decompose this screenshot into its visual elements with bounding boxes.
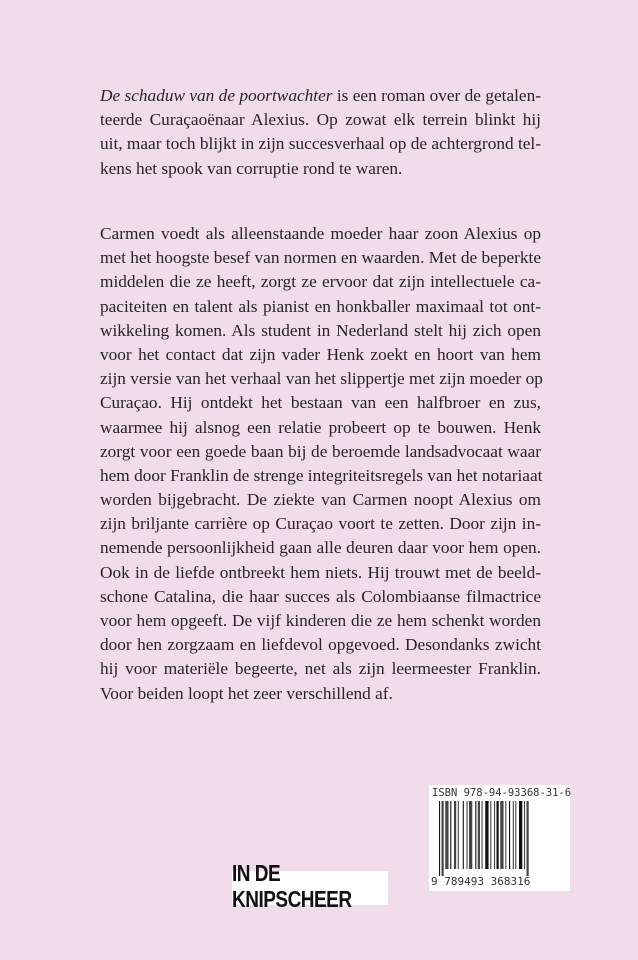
blurb-intro-paragraph <box>100 84 541 181</box>
barcode-bar <box>458 801 459 869</box>
barcode-digits: 9 789493 368316 <box>431 875 531 888</box>
text-line: nemende persoonlijkheid gaan alle deuren daar voor hem open. <box>100 538 541 558</box>
barcode-bar <box>445 801 448 869</box>
text-line: uit, maar toch blijkt in zijn succesverhaal op de achtergrond tel- <box>100 134 541 154</box>
barcode-bar <box>450 801 451 869</box>
barcode-bar <box>509 801 510 869</box>
barcode-bar <box>469 801 472 869</box>
barcode-bar <box>475 801 476 869</box>
text-line: teerde Curaçaoënaar Alexius. Op zowat elk terrein blinkt hij <box>100 110 541 130</box>
isbn-label: ISBN 978-94-93368-31-6 <box>432 787 572 799</box>
barcode-bar <box>485 801 488 869</box>
barcode-bar <box>454 801 456 869</box>
text-line: schone Catalina, die haar succes als Colombiaanse filmactrice <box>100 586 541 606</box>
barcode-bar <box>490 801 491 869</box>
text-line: middelen die ze heeft, zorgt ze ervoor dat zijn intellectuele ca- <box>100 272 541 292</box>
barcode-bars <box>439 801 559 876</box>
barcode-bar <box>478 801 480 869</box>
text-line: wikkeling komen. Als student in Nederland stelt hij zich open <box>100 320 541 340</box>
text-line: door hen zorgzaam en liefdevol opgevoed. Desondanks zwicht <box>100 635 541 655</box>
barcode-bar <box>497 801 499 869</box>
text-line: waarmee hij alsnog een relatie probeert op te bouwen. Henk <box>100 417 541 437</box>
barcode-bar <box>463 801 464 869</box>
text-line: paciteiten en talent als pianist en honkballer maximaal tot ont- <box>100 296 541 316</box>
text-line <box>100 84 541 108</box>
text-line: Curaçao. Hij ontdekt het bestaan van een halfbroer en zus, <box>100 393 541 413</box>
text-line: voor het contact dat zijn vader Henk zoekt en hoort van hem <box>100 344 541 364</box>
publisher-logo: IN DE KNIPSCHEER <box>232 871 388 905</box>
text-line: zorgt voor een goede baan bij de beroemde landsadvocaat waar <box>100 441 541 461</box>
text-line: Carmen voedt als alleenstaande moeder haar zoon Alexius op <box>100 224 541 243</box>
isbn-barcode <box>429 785 570 891</box>
barcode-bar <box>439 801 440 876</box>
text-line: Ook in de liefde ontbreekt hem niets. Hij trouwt met de beeld- <box>100 562 541 582</box>
text-line: zijn briljante carrière op Curaçao voort te zetten. Door zijn in- <box>100 514 541 534</box>
text-line: voor hem opgeeft. De vijf kinderen die ze hem schenkt worden <box>100 611 541 630</box>
text-line: zijn versie van het verhaal van het slippertje met zijn moeder op <box>100 369 543 389</box>
text-line: met het hoogste besef van normen en waarden. Met de beperkte <box>100 248 541 268</box>
barcode-bar <box>505 801 506 869</box>
barcode-bar <box>494 801 495 869</box>
text-fragment: is een roman over de getalen- <box>332 86 541 105</box>
barcode-bar <box>442 801 444 876</box>
barcode-bar <box>519 801 522 869</box>
text-line: worden bijgebracht. De ziekte van Carmen noopt Alexius om <box>100 490 541 510</box>
barcode-bar <box>524 801 525 869</box>
barcode-bar <box>500 801 503 869</box>
barcode-bar <box>515 801 516 869</box>
text-line: kens het spook van corruptie rond te waren. <box>100 158 403 178</box>
text-line: hij voor materiële begeerte, net als zijn leermeester Franklin. <box>100 659 541 679</box>
blurb-synopsis-paragraph <box>100 222 541 706</box>
barcode-bar <box>527 801 529 876</box>
text-line: Voor beiden loopt het zeer verschillend af. <box>100 683 393 703</box>
barcode-bar <box>482 801 483 869</box>
barcode-bar <box>467 801 468 869</box>
barcode-bar <box>513 801 514 869</box>
text-line: hem door Franklin de strenge integriteitsregels van het notariaat <box>100 465 543 485</box>
book-title: De schaduw van de poortwachter <box>100 86 333 105</box>
